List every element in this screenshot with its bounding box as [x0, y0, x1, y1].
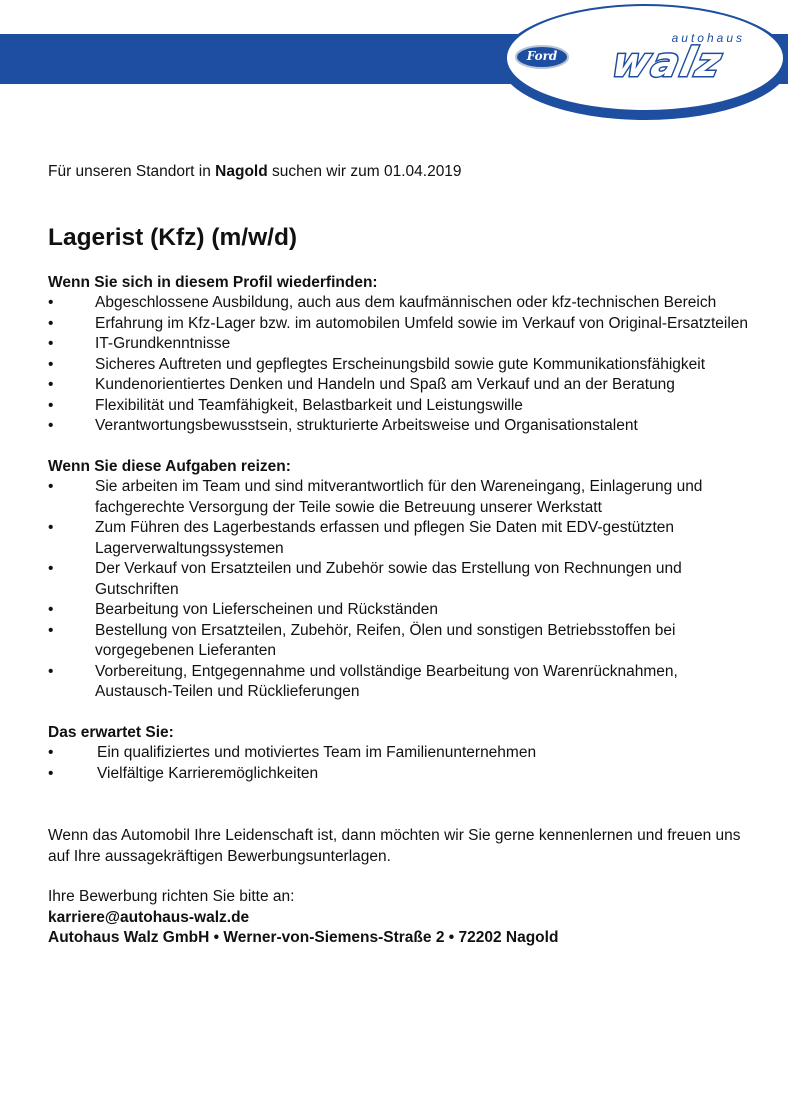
intro-prefix: Für unseren Standort in [48, 163, 216, 180]
bullet: • [48, 417, 54, 434]
bullet: • [48, 744, 54, 761]
bullet: • [48, 519, 54, 536]
intro-location: Nagold [215, 163, 268, 180]
list-item [48, 314, 758, 335]
section-heading: Wenn Sie sich in diesem Profil wiederfinden: [48, 273, 378, 291]
job-posting [48, 162, 758, 949]
bullet: • [48, 335, 54, 352]
list-item-text: Zum Führen des Lagerbestands erfassen und pflegen Sie Daten mit EDV-gestützten Lagerverwaltungssystemen [95, 519, 675, 557]
contact-email[interactable]: karriere@autohaus-walz.de [48, 908, 250, 926]
list-item [48, 293, 758, 314]
bullet: • [48, 662, 54, 680]
list-item [48, 375, 758, 396]
list-item-text: Verantwortungsbewusstsein, strukturierte Arbeitsweise und Organisationstalent [95, 417, 638, 434]
list-item-text: Bestellung von Ersatzteilen, Zubehör, Reifen, Ölen und sonstigen Betriebsstoffen bei vorgegebenen Lieferanten [95, 621, 676, 659]
intro-line [48, 162, 758, 183]
section-heading: Wenn Sie diese Aufgaben reizen: [48, 457, 291, 475]
intro-suffix: suchen wir zum 01.04.2019 [267, 163, 462, 180]
offer-list [48, 743, 758, 784]
header-banner [0, 0, 788, 140]
tasks-list [48, 477, 758, 703]
ford-brand: Ford [526, 49, 558, 63]
bullet: • [48, 314, 54, 332]
list-item [48, 743, 758, 764]
list-item [48, 416, 758, 437]
job-title: Lagerist (Kfz) (m/w/d) [48, 223, 298, 251]
section-heading: Das erwartet Sie: [48, 723, 174, 741]
section-tasks [48, 457, 758, 703]
closing-text: Wenn das Automobil Ihre Leidenschaft ist, dann möchten wir Sie gerne kennenlernen und freuen uns auf Ihre aussagekräftigen Bewerbungsunterlagen. [48, 827, 741, 865]
contact-lead: Ihre Bewerbung richten Sie bitte an: [48, 888, 295, 905]
list-item-text: Sie arbeiten im Team und sind mitverantwortlich für den Wareneingang, Einlagerung und fachgerechte Versorgung der Teile sowie die Betreuung unserer Werkstatt [95, 478, 703, 516]
list-item-text: Flexibilität und Teamfähigkeit, Belastbarkeit und Leistungswille [95, 396, 523, 414]
bullet: • [48, 376, 54, 393]
contact-address: Autohaus Walz GmbH • Werner-von-Siemens-Straße 2 • 72202 Nagold [48, 929, 559, 946]
list-item-text: Abgeschlossene Ausbildung, auch aus dem kaufmännischen oder kfz-technischen Bereich [95, 294, 717, 311]
bullet: • [48, 764, 54, 782]
section-profile [48, 273, 758, 437]
list-item [48, 334, 758, 355]
list-item [48, 600, 758, 621]
bullet: • [48, 355, 54, 373]
logo-tagline: autohaus [671, 31, 745, 45]
section-offer [48, 723, 758, 785]
list-item [48, 559, 758, 600]
list-item-text: Kundenorientiertes Denken und Handeln und Spaß am Verkauf und an der Beratung [95, 376, 675, 393]
bullet: • [48, 601, 54, 618]
list-item [48, 764, 758, 785]
bullet: • [48, 560, 54, 577]
list-item [48, 662, 758, 703]
list-item [48, 396, 758, 417]
bullet: • [48, 621, 54, 639]
contact-block [48, 887, 758, 949]
list-item-text: Ein qualifiziertes und motiviertes Team im Familienunternehmen [97, 744, 537, 761]
list-item [48, 518, 758, 559]
list-item [48, 621, 758, 662]
bullet: • [48, 478, 54, 495]
list-item [48, 355, 758, 376]
list-item [48, 477, 758, 518]
list-item-text: Erfahrung im Kfz-Lager bzw. im automobilen Umfeld sowie im Verkauf von Original-Ersatzteilen [95, 314, 748, 332]
list-item-text: Bearbeitung von Lieferscheinen und Rückständen [95, 601, 438, 618]
list-item-text: Der Verkauf von Ersatzteilen und Zubehör sowie das Erstellung von Rechnungen und Gutschriften [95, 560, 682, 598]
list-item-text: Vielfältige Karrieremöglichkeiten [97, 764, 319, 782]
logo-name: walz [608, 40, 727, 86]
list-item-text: Vorbereitung, Entgegennahme und vollständige Bearbeitung von Warenrücknahmen, Austausch-Teilen und Rücklieferungen [95, 662, 678, 700]
profile-list [48, 293, 758, 437]
list-item-text: Sicheres Auftreten und gepflegtes Erscheinungsbild sowie gute Kommunikationsfähigkeit [95, 355, 706, 373]
list-item-text: IT-Grundkenntnisse [95, 335, 231, 352]
bullet: • [48, 294, 54, 311]
bullet: • [48, 396, 54, 414]
